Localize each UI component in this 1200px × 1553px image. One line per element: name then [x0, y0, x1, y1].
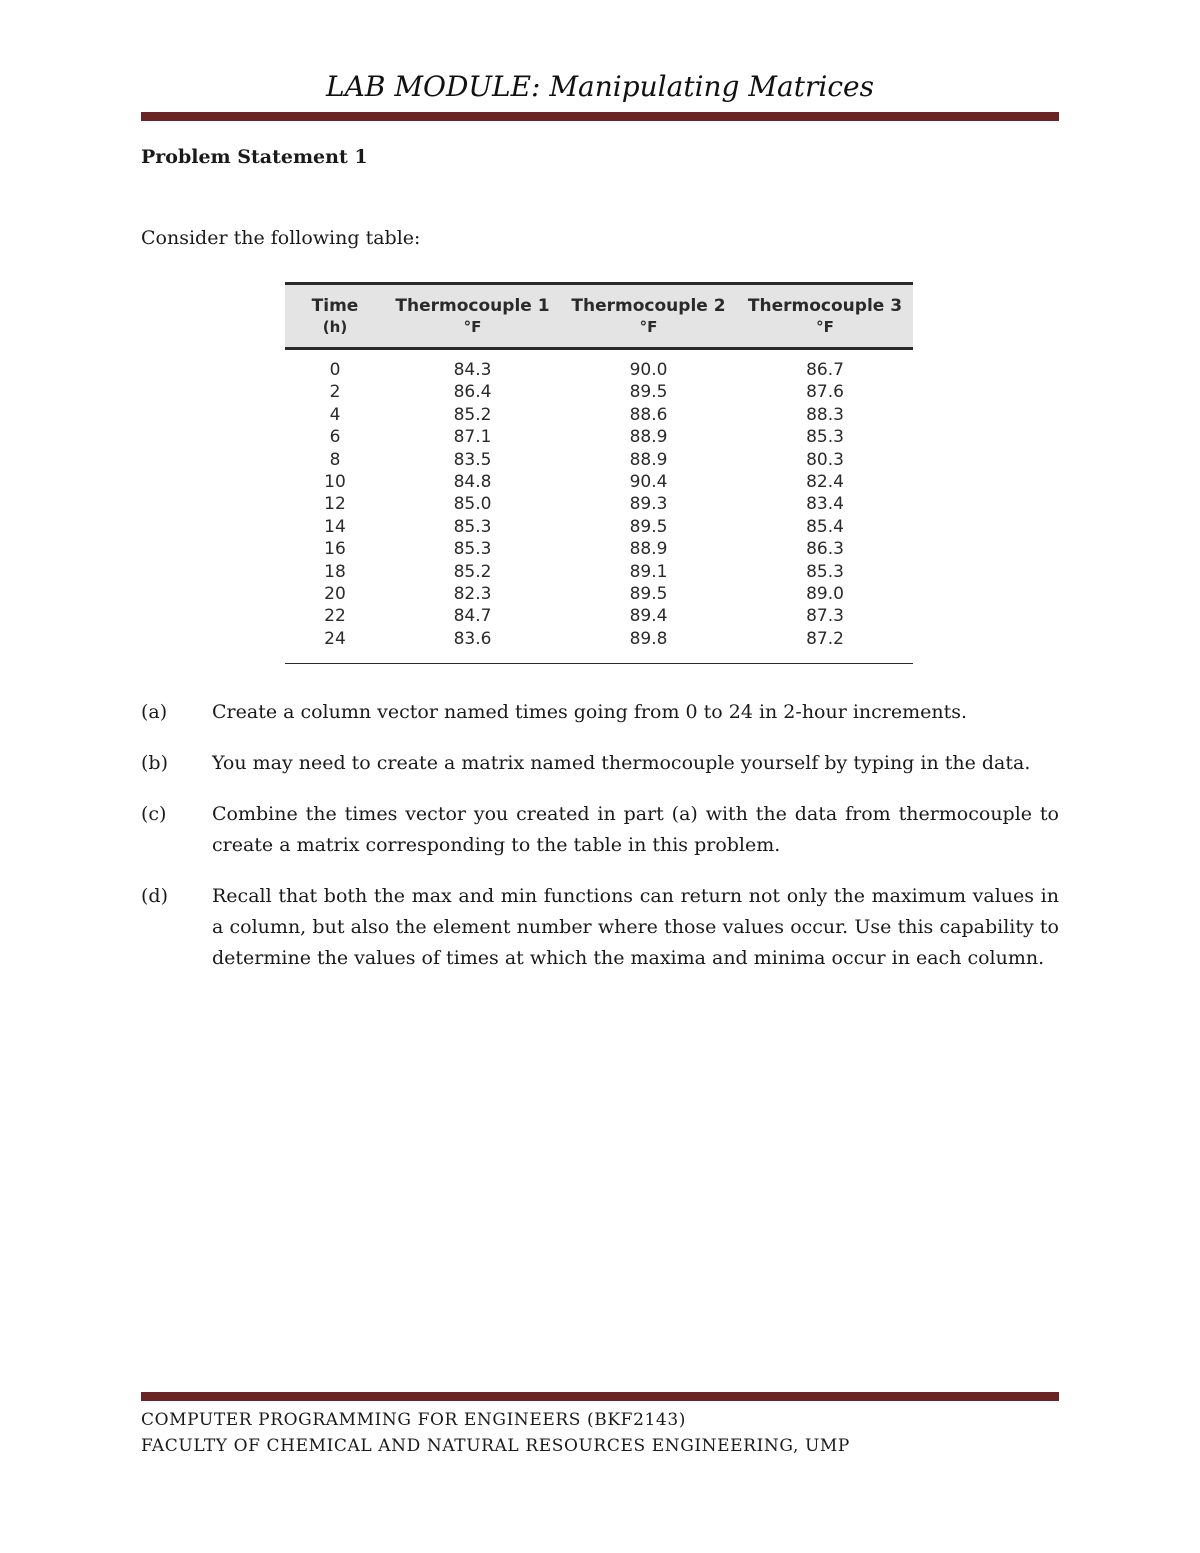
table-row: [285, 605, 913, 627]
table-cell: 88.3: [806, 404, 844, 425]
table-cell: 85.2: [453, 561, 492, 582]
column-header-thermocouple-1: [385, 284, 560, 349]
question-text: Recall that both the max and min functions can return not only the maximum values in a column, but also the element number where those values occur. Use this capability to determine the values of times at which the maxima and minima occur in each column.: [212, 885, 1059, 969]
column-header-label: Thermocouple 2: [571, 296, 726, 316]
table-row: [285, 561, 913, 583]
table-row: [285, 538, 913, 560]
table-cell: 80.3: [806, 449, 844, 470]
table-cell: 85.3: [453, 539, 492, 560]
column-header-unit: °F: [463, 318, 482, 336]
table-row: [285, 381, 913, 403]
table-row: [285, 349, 913, 382]
table-cell: 22: [324, 606, 346, 627]
question-label: (b): [141, 752, 168, 774]
table-cell: 20: [324, 584, 346, 605]
footer-course: COMPUTER PROGRAMMING FOR ENGINEERS (BKF2143): [141, 1410, 686, 1430]
footer-faculty: FACULTY OF CHEMICAL AND NATURAL RESOURCES ENGINEERING, UMP: [141, 1436, 850, 1456]
table-cell: 88.6: [629, 404, 668, 425]
column-header-thermocouple-2: [560, 284, 737, 349]
table-cell: 89.5: [629, 584, 668, 605]
question-b: [141, 748, 1059, 779]
footer-rule: [141, 1392, 1059, 1401]
question-d: [141, 881, 1059, 974]
question-text: Create a column vector named times going from 0 to 24 in 2-hour increments.: [212, 701, 968, 723]
table-cell: 84.7: [453, 606, 492, 627]
table-cell: 86.3: [806, 539, 844, 560]
table-cell: 84.8: [453, 472, 492, 493]
column-header-unit: °F: [639, 318, 658, 336]
table-cell: 85.3: [806, 561, 844, 582]
column-header-unit: °F: [816, 318, 834, 336]
column-header-thermocouple-3: [737, 284, 913, 349]
table-row: [285, 516, 913, 538]
table-row: [285, 628, 913, 664]
table-cell: 82.3: [453, 584, 492, 605]
table-cell: 87.1: [453, 427, 492, 448]
table-cell: 83.6: [385, 628, 560, 664]
table-cell: 89.4: [629, 606, 668, 627]
table-cell: 24: [285, 628, 385, 664]
table-cell: 18: [324, 561, 346, 582]
column-header-label: Thermocouple 3: [747, 296, 903, 316]
table-cell: 89.3: [629, 494, 668, 515]
table-cell: 88.9: [629, 449, 668, 470]
table-cell: 85.0: [453, 494, 492, 515]
footer: [141, 1407, 850, 1459]
column-header-label: Time: [311, 296, 359, 316]
table-cell: 0: [329, 360, 341, 380]
column-header-unit: (h): [322, 318, 348, 336]
question-a: [141, 697, 1059, 728]
table-row: [285, 493, 913, 515]
table-cell: 85.2: [453, 404, 492, 425]
table-cell: 6: [329, 427, 341, 448]
thermocouple-table: [285, 282, 913, 664]
table-row: [285, 426, 913, 448]
question-c: [141, 799, 1059, 861]
table-cell: 87.3: [806, 606, 844, 627]
table-cell: 86.7: [806, 360, 844, 380]
table-cell: 10: [324, 472, 346, 493]
table-cell: 4: [329, 404, 341, 425]
table-cell: 88.9: [629, 539, 668, 560]
column-header-time: [285, 284, 385, 349]
table-cell: 2: [329, 382, 341, 403]
table-cell: 87.6: [806, 382, 844, 403]
question-list: [141, 697, 1059, 994]
question-label: (c): [141, 803, 167, 825]
table-row: [285, 404, 913, 426]
section-heading: Problem Statement 1: [141, 146, 368, 168]
table-cell: 89.5: [629, 382, 668, 403]
table-cell: 85.3: [453, 516, 492, 537]
question-text: You may need to create a matrix named thermocouple yourself by typing in the data.: [212, 752, 1031, 774]
table-header-row: [285, 284, 913, 349]
table-cell: 82.4: [806, 472, 844, 493]
table-cell: 89.5: [629, 516, 668, 537]
table-cell: 16: [324, 539, 346, 560]
intro-text: Consider the following table:: [141, 227, 421, 249]
table-cell: 84.3: [453, 360, 492, 380]
question-text: Combine the times vector you created in part (a) with the data from thermocouple to create a matrix corresponding to the table in this problem.: [212, 803, 1059, 856]
table-cell: 85.3: [806, 427, 844, 448]
table-cell: 86.4: [453, 382, 492, 403]
table-cell: 89.0: [806, 584, 844, 605]
table-body: [285, 349, 913, 664]
table-row: [285, 471, 913, 493]
table-cell: 8: [329, 449, 341, 470]
page-title: LAB MODULE: Manipulating Matrices: [326, 70, 874, 103]
table-row: [285, 449, 913, 471]
table-cell: 89.1: [629, 561, 668, 582]
table-cell: 90.4: [629, 472, 668, 493]
table-cell: 12: [324, 494, 346, 515]
table-cell: 88.9: [629, 427, 668, 448]
column-header-label: Thermocouple 1: [395, 296, 550, 316]
table-cell: 89.8: [560, 628, 737, 664]
table-cell: 85.4: [806, 516, 844, 537]
question-label: (a): [141, 701, 168, 723]
table-cell: 90.0: [629, 360, 668, 380]
table-cell: 83.4: [806, 494, 844, 515]
question-label: (d): [141, 885, 168, 907]
table-cell: 83.5: [453, 449, 492, 470]
table-cell: 14: [324, 516, 346, 537]
table-row: [285, 583, 913, 605]
table-cell: 87.2: [737, 628, 913, 664]
header-rule: [141, 112, 1059, 121]
